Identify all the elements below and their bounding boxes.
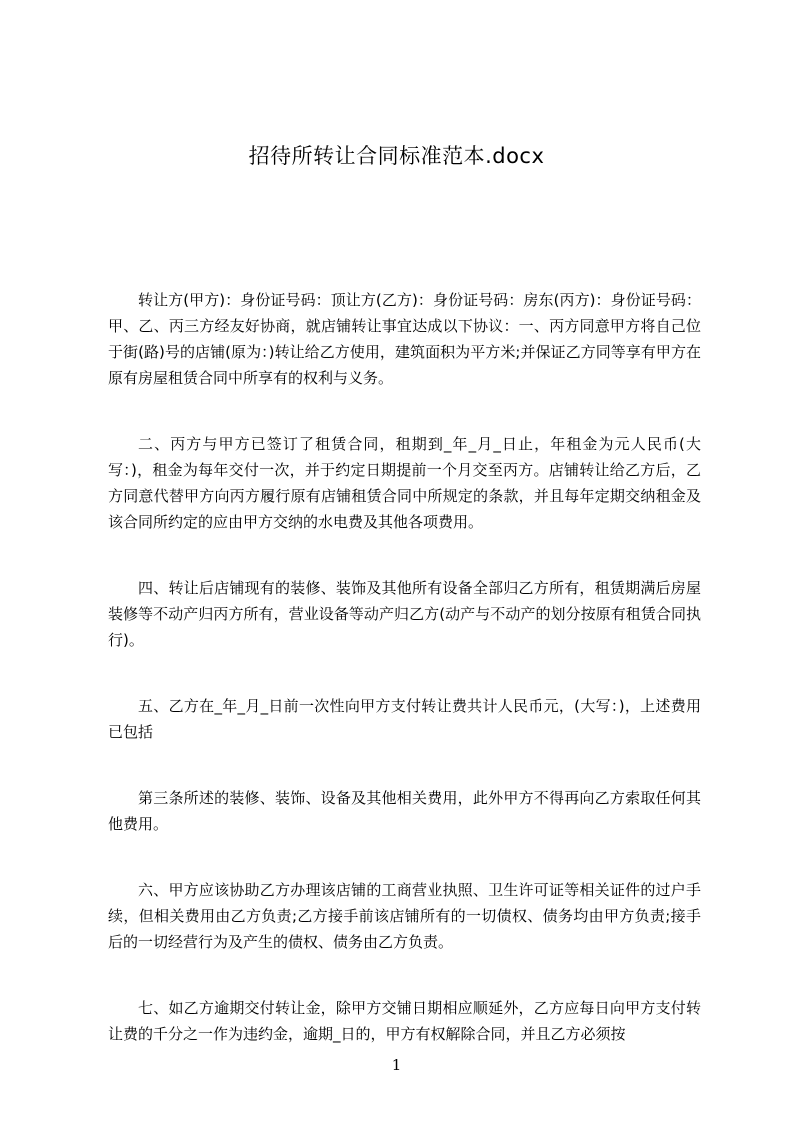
paragraph-clause-6: 六、甲方应该协助乙方办理该店铺的工商营业执照、卫生许可证等相关证件的过户手续，但相关费用由乙方负责;乙方接手前该店铺所有的一切债权、债务均由甲方负责;接手后的一切经营行为及产生的债权、债务由乙方负责。 xyxy=(108,881,701,951)
paragraph-clause-2: 二、丙方与甲方已签订了租赁合同，租期到_年_月_日止，年租金为元人民币(大写：)，租金为每年交付一次，并于约定日期提前一个月交至丙方。店铺转让给乙方后，乙方同意代替甲方向丙方履行原有店铺租赁合同中所规定的条款，并且每年定期交纳租金及该合同所约定的应由甲方交纳的水电费及其他各项费用。 xyxy=(108,435,701,531)
paragraph-clause-5-cont: 第三条所述的装修、装饰、设备及其他相关费用，此外甲方不得再向乙方索取任何其他费用。 xyxy=(108,789,701,833)
document-title: 招待所转让合同标准范本.docx xyxy=(248,144,545,168)
paragraph-parties: 转让方(甲方)：身份证号码：顶让方(乙方)：身份证号码：房东(丙方)：身份证号码：甲、乙、丙三方经友好协商，就店铺转让事宜达成以下协议：一、丙方同意甲方将自己位于街(路)号的店铺(原为：)转让给乙方使用，建筑面积为平方米;并保证乙方同等享有甲方在原有房屋租赁合同中所享有的权利与义务。 xyxy=(108,291,701,387)
document-body xyxy=(108,287,701,1087)
paragraph-clause-4: 四、转让后店铺现有的装修、装饰及其他所有设备全部归乙方所有，租赁期满后房屋装修等不动产归丙方所有，营业设备等动产归乙方(动产与不动产的划分按原有租赁合同执行)。 xyxy=(108,579,701,649)
paragraph-clause-5: 五、乙方在_年_月_日前一次性向甲方支付转让费共计人民币元，(大写：)，上述费用已包括 xyxy=(108,697,701,741)
page-number: 1 xyxy=(391,1056,402,1074)
paragraph-clause-7: 七、如乙方逾期交付转让金，除甲方交铺日期相应顺延外，乙方应每日向甲方支付转让费的千分之一作为违约金，逾期_日的，甲方有权解除合同，并且乙方必须按 xyxy=(108,999,701,1043)
